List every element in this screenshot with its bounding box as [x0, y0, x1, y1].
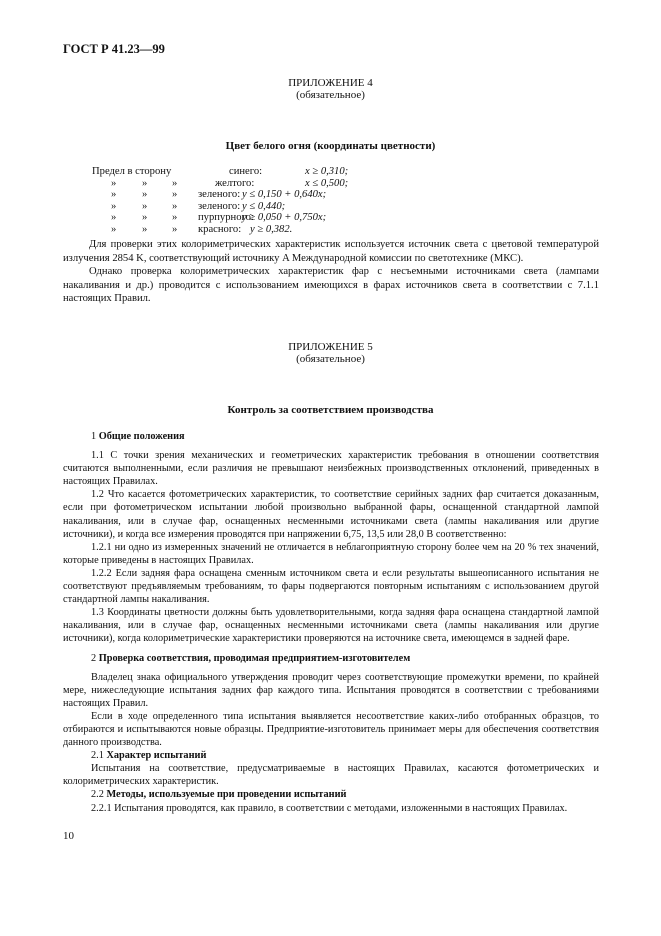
appendix-5-status: (обязательное)	[296, 353, 365, 365]
section-2-2-heading: 2.2 Методы, используемые при проведении испытаний	[91, 789, 347, 801]
appendix-4-body	[63, 238, 599, 306]
paragraph: 1.1 С точки зрения механических и геометрических характеристик требования в отношении соответствия считаются выполненными, если различия не превышают неизбежных производственных отклонений, приведенных в настоящих Правилах.	[63, 450, 599, 488]
appendix-5-title: Контроль за соответствием производства	[227, 404, 434, 416]
paragraph: Однако проверка колориметрических характеристик фар с несъемными источниками света (лампами накаливания и др.) проводится с использованием имеющихся в фарах источников света в соответствии с 7.1.1 настоящих Правил.	[63, 266, 599, 305]
paragraph: Испытания на соответствие, предусматриваемые в настоящих Правилах, касаются фотометрических и колориметрических характеристик.	[63, 763, 599, 788]
paragraph: Если в ходе определенного типа испытания выявляется несоответствие каких-либо отобранных образцов, то отбираются и испытываются новые образцы. Предприятие-изготовитель принимает меры для обеспечения соответствия данного производства.	[63, 710, 599, 749]
page-number: 10	[63, 830, 74, 842]
paragraph: Для проверки этих колориметрических характеристик используется источник света с цветовой температурой излучения 2854 K, соответствующий источнику A Международной комиссии по светотехнике (МКС).	[63, 239, 599, 264]
appendix-5-label: ПРИЛОЖЕНИЕ 5	[288, 341, 373, 353]
paragraph: 2.2.1 Испытания проводятся, как правило, в соответствии с методами, изложенными в настоящих Правилах.	[91, 802, 568, 814]
paragraph: 1.2 Что касается фотометрических характеристик, то соответствие серийных задних фар считается доказанным, если при фотометрическом испытании любой произвольно выбранной фары, оснащенной стандартной лампой накаливания, или в случае фар, оснащенных несменными источниками света (лампы накаливания или другие источники), и когда все измерения проводятся при напряжении 6,75, 13,5 или 28,0 В соответственно:	[63, 489, 599, 540]
appendix-5-body	[63, 430, 599, 815]
paragraph: 1.2.1 ни одно из измеренных значений не отличается в неблагоприятную сторону более чем на 20 % тех значений, которые приведены в настоящих Правилах.	[63, 541, 599, 566]
section-1-heading: 1 Общие положения	[91, 431, 185, 442]
paragraph: 1.2.2 Если задняя фара оснащена сменным источником света и если результаты вышеописанного испытания не соответствуют предъявляемым требованиям, то фары подвергаются повторным испытаниям с использованием другой стандартной лампы накаливания.	[63, 567, 599, 606]
section-2-heading: 2 Проверка соответствия, проводимая предприятием-изготовителем	[91, 652, 411, 664]
appendix-4-status: (обязательное)	[296, 89, 365, 101]
paragraph: Владелец знака официального утверждения проводит через соответствующие промежутки времени, по крайней мере, нижеследующие испытания задних фар каждого типа. Испытания проводятся в соответствии с требованиями настоящих Правил.	[63, 671, 599, 709]
paragraph: 1.3 Координаты цветности должны быть удовлетворительными, когда задняя фара оснащена стандартной лампой накаливания, или в случае фар, оснащенных несменными источниками света (лампы накаливания или другие источники), когда колориметрические характеристики проверяются на источнике света, имеющемся в задней фаре.	[63, 607, 599, 645]
section-2-1-heading: 2.1 Характер испытаний	[91, 750, 207, 762]
appendix-4-label: ПРИЛОЖЕНИЕ 4	[288, 77, 373, 89]
appendix-4-title: Цвет белого огня (координаты цветности)	[225, 140, 436, 152]
document-header: ГОСТ Р 41.23—99	[63, 42, 165, 56]
